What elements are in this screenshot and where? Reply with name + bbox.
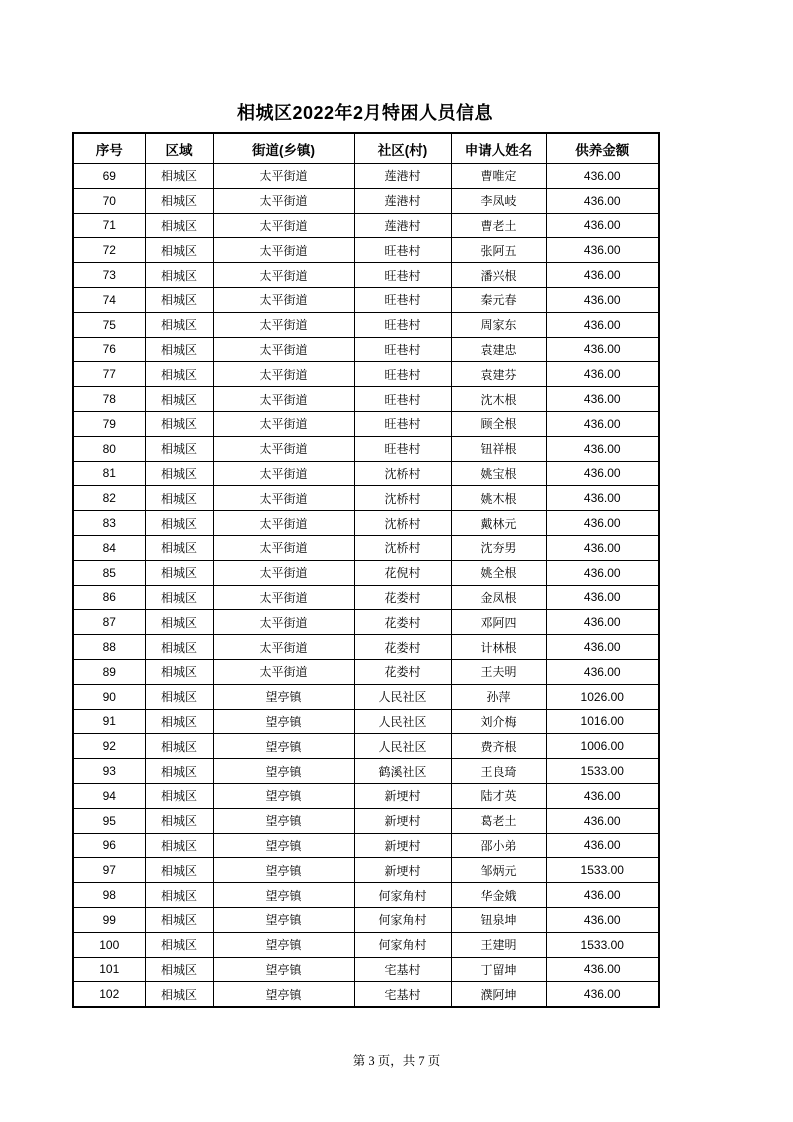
cell-region: 相城区 [145, 362, 213, 387]
cell-region: 相城区 [145, 783, 213, 808]
cell-village: 新埂村 [354, 858, 451, 883]
table-row [73, 535, 659, 560]
cell-seq: 79 [73, 411, 145, 436]
cell-seq: 69 [73, 164, 145, 189]
header-region: 区域 [145, 133, 213, 164]
cell-village: 旺巷村 [354, 362, 451, 387]
cell-street: 太平街道 [213, 511, 354, 536]
cell-region: 相城区 [145, 436, 213, 461]
table-row [73, 635, 659, 660]
cell-seq: 95 [73, 808, 145, 833]
table-row [73, 511, 659, 536]
cell-village: 鹤溪社区 [354, 759, 451, 784]
page-number: 第 3 页，共 7 页 [352, 1054, 441, 1068]
table-row [73, 957, 659, 982]
cell-seq: 93 [73, 759, 145, 784]
cell-name: 陆才英 [451, 783, 546, 808]
cell-amount: 436.00 [546, 659, 659, 684]
cell-region: 相城区 [145, 535, 213, 560]
cell-name: 曹老土 [451, 213, 546, 238]
cell-name: 王良琦 [451, 759, 546, 784]
table-row [73, 932, 659, 957]
cell-street: 望亭镇 [213, 808, 354, 833]
cell-village: 宅基村 [354, 957, 451, 982]
cell-amount: 436.00 [546, 213, 659, 238]
table-row [73, 734, 659, 759]
table-row [73, 287, 659, 312]
table-row [73, 362, 659, 387]
cell-name: 沈夯男 [451, 535, 546, 560]
cell-street: 太平街道 [213, 213, 354, 238]
cell-seq: 96 [73, 833, 145, 858]
table-row [73, 560, 659, 585]
cell-street: 太平街道 [213, 436, 354, 461]
cell-amount: 1026.00 [546, 684, 659, 709]
cell-region: 相城区 [145, 585, 213, 610]
cell-region: 相城区 [145, 982, 213, 1007]
cell-street: 望亭镇 [213, 982, 354, 1007]
cell-village: 沈桥村 [354, 511, 451, 536]
cell-village: 花娄村 [354, 635, 451, 660]
cell-amount: 436.00 [546, 188, 659, 213]
cell-region: 相城区 [145, 684, 213, 709]
table-row [73, 709, 659, 734]
cell-seq: 74 [73, 287, 145, 312]
cell-name: 袁建忠 [451, 337, 546, 362]
cell-street: 太平街道 [213, 287, 354, 312]
cell-region: 相城区 [145, 858, 213, 883]
cell-village: 新埂村 [354, 808, 451, 833]
table-row [73, 808, 659, 833]
cell-name: 邹炳元 [451, 858, 546, 883]
cell-street: 太平街道 [213, 461, 354, 486]
cell-street: 望亭镇 [213, 907, 354, 932]
page-title: 相城区2022年2月特困人员信息 [236, 103, 494, 123]
cell-amount: 436.00 [546, 907, 659, 932]
cell-street: 太平街道 [213, 659, 354, 684]
table-row [73, 833, 659, 858]
table-row [73, 883, 659, 908]
cell-seq: 97 [73, 858, 145, 883]
cell-amount: 436.00 [546, 362, 659, 387]
cell-name: 姚全根 [451, 560, 546, 585]
cell-name: 葛老土 [451, 808, 546, 833]
cell-street: 太平街道 [213, 635, 354, 660]
cell-street: 望亭镇 [213, 833, 354, 858]
cell-seq: 86 [73, 585, 145, 610]
cell-village: 旺巷村 [354, 263, 451, 288]
cell-village: 新埂村 [354, 833, 451, 858]
cell-amount: 436.00 [546, 461, 659, 486]
cell-name: 王夫明 [451, 659, 546, 684]
cell-region: 相城区 [145, 287, 213, 312]
cell-region: 相城区 [145, 188, 213, 213]
table-row [73, 783, 659, 808]
table-row [73, 907, 659, 932]
cell-village: 何家角村 [354, 932, 451, 957]
table-header [73, 133, 659, 164]
cell-village: 沈桥村 [354, 486, 451, 511]
cell-region: 相城区 [145, 635, 213, 660]
cell-village: 旺巷村 [354, 411, 451, 436]
table-row [73, 486, 659, 511]
cell-seq: 85 [73, 560, 145, 585]
cell-region: 相城区 [145, 709, 213, 734]
table-row [73, 461, 659, 486]
cell-village: 旺巷村 [354, 238, 451, 263]
table-row [73, 164, 659, 189]
cell-street: 太平街道 [213, 486, 354, 511]
cell-amount: 436.00 [546, 808, 659, 833]
cell-village: 新埂村 [354, 783, 451, 808]
cell-name: 钮泉坤 [451, 907, 546, 932]
cell-village: 莲港村 [354, 164, 451, 189]
table-row [73, 337, 659, 362]
cell-amount: 436.00 [546, 337, 659, 362]
cell-name: 姚木根 [451, 486, 546, 511]
cell-seq: 89 [73, 659, 145, 684]
cell-seq: 76 [73, 337, 145, 362]
cell-street: 望亭镇 [213, 932, 354, 957]
cell-village: 人民社区 [354, 709, 451, 734]
cell-amount: 1533.00 [546, 759, 659, 784]
document-body [72, 99, 658, 1008]
table-row [73, 238, 659, 263]
cell-seq: 80 [73, 436, 145, 461]
cell-amount: 436.00 [546, 263, 659, 288]
cell-street: 太平街道 [213, 188, 354, 213]
cell-amount: 1006.00 [546, 734, 659, 759]
cell-seq: 83 [73, 511, 145, 536]
cell-name: 费齐根 [451, 734, 546, 759]
cell-street: 望亭镇 [213, 759, 354, 784]
table-row [73, 684, 659, 709]
cell-amount: 436.00 [546, 883, 659, 908]
cell-name: 姚宝根 [451, 461, 546, 486]
cell-amount: 1533.00 [546, 932, 659, 957]
cell-street: 太平街道 [213, 362, 354, 387]
cell-region: 相城区 [145, 238, 213, 263]
table-row [73, 387, 659, 412]
cell-amount: 436.00 [546, 982, 659, 1007]
header-street: 街道(乡镇) [213, 133, 354, 164]
cell-street: 太平街道 [213, 535, 354, 560]
cell-street: 望亭镇 [213, 684, 354, 709]
cell-seq: 70 [73, 188, 145, 213]
cell-street: 太平街道 [213, 610, 354, 635]
cell-region: 相城区 [145, 932, 213, 957]
cell-amount: 436.00 [546, 486, 659, 511]
table-row [73, 213, 659, 238]
cell-amount: 436.00 [546, 833, 659, 858]
cell-village: 人民社区 [354, 684, 451, 709]
cell-region: 相城区 [145, 411, 213, 436]
table-row [73, 759, 659, 784]
cell-street: 望亭镇 [213, 734, 354, 759]
cell-name: 计林根 [451, 635, 546, 660]
header-village: 社区(村) [354, 133, 451, 164]
cell-amount: 436.00 [546, 957, 659, 982]
cell-street: 太平街道 [213, 164, 354, 189]
cell-street: 太平街道 [213, 263, 354, 288]
cell-region: 相城区 [145, 659, 213, 684]
table-row [73, 858, 659, 883]
cell-seq: 98 [73, 883, 145, 908]
table-row [73, 436, 659, 461]
cell-seq: 101 [73, 957, 145, 982]
cell-name: 张阿五 [451, 238, 546, 263]
cell-name: 濮阿坤 [451, 982, 546, 1007]
cell-village: 旺巷村 [354, 387, 451, 412]
cell-amount: 1533.00 [546, 858, 659, 883]
cell-region: 相城区 [145, 511, 213, 536]
cell-seq: 78 [73, 387, 145, 412]
cell-street: 太平街道 [213, 387, 354, 412]
cell-street: 望亭镇 [213, 858, 354, 883]
cell-village: 何家角村 [354, 907, 451, 932]
cell-region: 相城区 [145, 907, 213, 932]
header-name: 申请人姓名 [451, 133, 546, 164]
header-amount: 供养金额 [546, 133, 659, 164]
cell-seq: 99 [73, 907, 145, 932]
cell-region: 相城区 [145, 560, 213, 585]
cell-name: 沈木根 [451, 387, 546, 412]
cell-region: 相城区 [145, 461, 213, 486]
cell-seq: 84 [73, 535, 145, 560]
cell-seq: 91 [73, 709, 145, 734]
cell-village: 旺巷村 [354, 337, 451, 362]
cell-seq: 87 [73, 610, 145, 635]
table-row [73, 188, 659, 213]
cell-name: 王建明 [451, 932, 546, 957]
cell-seq: 92 [73, 734, 145, 759]
cell-street: 望亭镇 [213, 883, 354, 908]
header-row [73, 133, 659, 164]
cell-name: 邵小弟 [451, 833, 546, 858]
cell-region: 相城区 [145, 957, 213, 982]
cell-name: 丁留坤 [451, 957, 546, 982]
cell-street: 太平街道 [213, 238, 354, 263]
cell-name: 华金娥 [451, 883, 546, 908]
cell-region: 相城区 [145, 808, 213, 833]
cell-name: 潘兴根 [451, 263, 546, 288]
cell-village: 莲港村 [354, 188, 451, 213]
cell-street: 太平街道 [213, 312, 354, 337]
cell-region: 相城区 [145, 263, 213, 288]
cell-amount: 436.00 [546, 411, 659, 436]
cell-name: 金凤根 [451, 585, 546, 610]
cell-seq: 75 [73, 312, 145, 337]
cell-village: 旺巷村 [354, 436, 451, 461]
cell-village: 旺巷村 [354, 287, 451, 312]
cell-amount: 1016.00 [546, 709, 659, 734]
cell-region: 相城区 [145, 610, 213, 635]
cell-name: 顾全根 [451, 411, 546, 436]
cell-street: 太平街道 [213, 560, 354, 585]
cell-seq: 81 [73, 461, 145, 486]
table-row [73, 411, 659, 436]
cell-amount: 436.00 [546, 238, 659, 263]
cell-amount: 436.00 [546, 635, 659, 660]
cell-seq: 82 [73, 486, 145, 511]
cell-amount: 436.00 [546, 164, 659, 189]
cell-name: 戴林元 [451, 511, 546, 536]
cell-amount: 436.00 [546, 585, 659, 610]
cell-village: 花娄村 [354, 585, 451, 610]
cell-name: 秦元春 [451, 287, 546, 312]
cell-seq: 72 [73, 238, 145, 263]
table-row [73, 610, 659, 635]
cell-street: 太平街道 [213, 411, 354, 436]
cell-region: 相城区 [145, 312, 213, 337]
cell-amount: 436.00 [546, 610, 659, 635]
cell-region: 相城区 [145, 734, 213, 759]
cell-amount: 436.00 [546, 535, 659, 560]
cell-village: 莲港村 [354, 213, 451, 238]
cell-seq: 94 [73, 783, 145, 808]
cell-name: 孙萍 [451, 684, 546, 709]
cell-region: 相城区 [145, 883, 213, 908]
table-row [73, 585, 659, 610]
cell-amount: 436.00 [546, 560, 659, 585]
table-row [73, 263, 659, 288]
cell-street: 太平街道 [213, 337, 354, 362]
cell-amount: 436.00 [546, 511, 659, 536]
cell-street: 望亭镇 [213, 783, 354, 808]
cell-region: 相城区 [145, 213, 213, 238]
table-row [73, 659, 659, 684]
cell-seq: 77 [73, 362, 145, 387]
cell-village: 沈桥村 [354, 535, 451, 560]
cell-region: 相城区 [145, 486, 213, 511]
table-body [73, 164, 659, 1008]
cell-name: 周家东 [451, 312, 546, 337]
cell-region: 相城区 [145, 337, 213, 362]
cell-village: 何家角村 [354, 883, 451, 908]
cell-seq: 88 [73, 635, 145, 660]
cell-name: 邓阿四 [451, 610, 546, 635]
cell-amount: 436.00 [546, 436, 659, 461]
cell-name: 曹唯定 [451, 164, 546, 189]
cell-amount: 436.00 [546, 783, 659, 808]
cell-street: 望亭镇 [213, 957, 354, 982]
cell-amount: 436.00 [546, 287, 659, 312]
cell-street: 望亭镇 [213, 709, 354, 734]
cell-village: 花倪村 [354, 560, 451, 585]
cell-seq: 71 [73, 213, 145, 238]
table-row [73, 312, 659, 337]
cell-village: 宅基村 [354, 982, 451, 1007]
cell-village: 花娄村 [354, 610, 451, 635]
cell-amount: 436.00 [546, 312, 659, 337]
cell-village: 旺巷村 [354, 312, 451, 337]
cell-amount: 436.00 [546, 387, 659, 412]
cell-region: 相城区 [145, 164, 213, 189]
cell-seq: 90 [73, 684, 145, 709]
personnel-table [72, 132, 660, 1008]
cell-seq: 100 [73, 932, 145, 957]
header-seq: 序号 [73, 133, 145, 164]
cell-street: 太平街道 [213, 585, 354, 610]
cell-region: 相城区 [145, 759, 213, 784]
cell-name: 李凤岐 [451, 188, 546, 213]
cell-name: 钮祥根 [451, 436, 546, 461]
table-row [73, 982, 659, 1007]
cell-village: 人民社区 [354, 734, 451, 759]
cell-name: 袁建芬 [451, 362, 546, 387]
cell-name: 刘介梅 [451, 709, 546, 734]
cell-seq: 73 [73, 263, 145, 288]
cell-village: 沈桥村 [354, 461, 451, 486]
cell-region: 相城区 [145, 833, 213, 858]
cell-region: 相城区 [145, 387, 213, 412]
cell-village: 花娄村 [354, 659, 451, 684]
cell-seq: 102 [73, 982, 145, 1007]
